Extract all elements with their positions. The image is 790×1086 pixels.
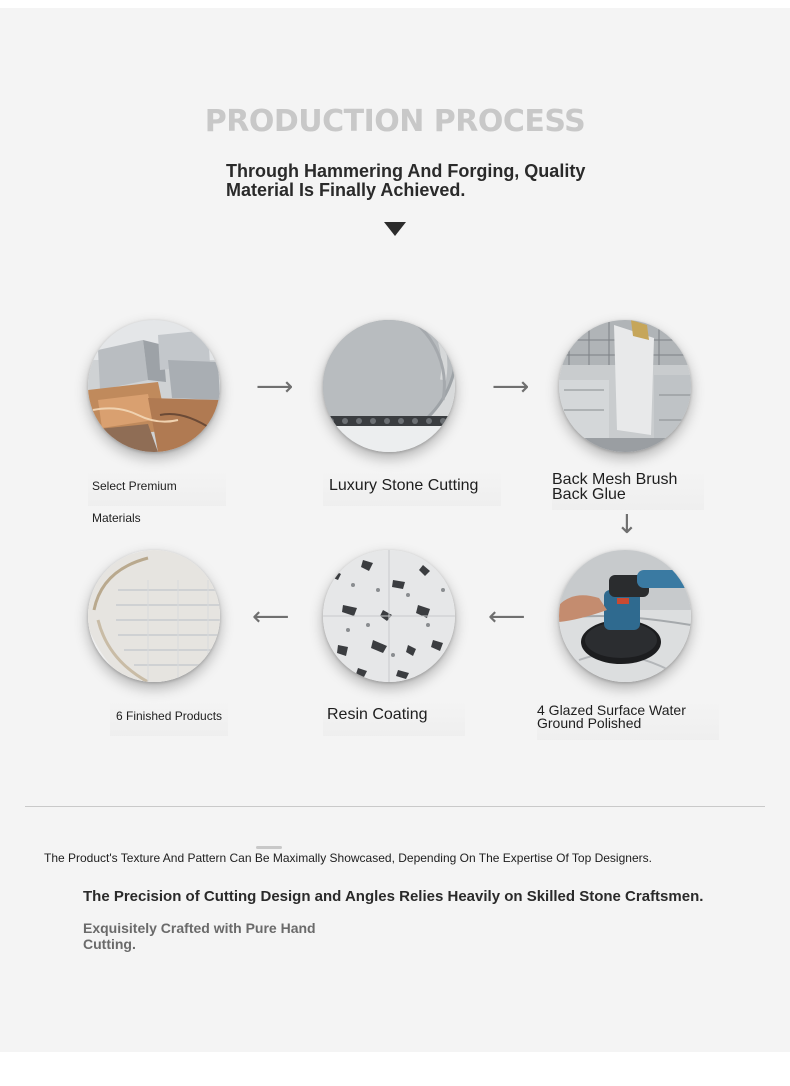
saw-blade-image	[323, 320, 455, 452]
speckled-marble-image	[323, 550, 455, 682]
arrow-left-icon: ⟵	[488, 602, 526, 632]
step-label-stone-cutting: Luxury Stone Cutting	[323, 470, 501, 506]
step-label-finished-products: 6 Finished Products	[110, 700, 228, 736]
down-triangle-icon	[384, 222, 406, 236]
stone-slabs-image	[559, 320, 691, 452]
arrow-right-icon: ⟶	[492, 372, 530, 402]
arrow-right-icon: ⟶	[256, 372, 294, 402]
arrow-left-icon: ⟵	[252, 602, 290, 632]
arrow-down-icon: ↓	[616, 510, 638, 540]
footer-line-hand-cutting: Exquisitely Crafted with Pure Hand Cutting.	[83, 920, 316, 952]
angle-grinder-image	[559, 550, 691, 682]
section-subtitle: Through Hammering And Forging, Quality Material Is Finally Achieved.	[226, 161, 586, 200]
step-label-polished: 4 Glazed Surface Water Ground Polished	[537, 700, 719, 740]
section-divider	[25, 806, 765, 807]
step-label-select-materials: Select Premium Materials	[88, 470, 226, 506]
marble-blocks-image	[88, 320, 220, 452]
footer-line-craftsmen: The Precision of Cutting Design and Angles Relies Heavily on Skilled Stone Craftsmen.	[83, 888, 704, 905]
step-label-back-mesh: Back Mesh Brush Back Glue	[552, 470, 704, 510]
finished-slab-image	[88, 550, 220, 682]
step-label-resin-coating: Resin Coating	[323, 700, 465, 736]
footer-line-designers: The Product's Texture And Pattern Can Be Maximally Showcased, Depending On The Expertise Of Top Designers.	[44, 851, 652, 865]
section-title: PRODUCTION PROCESS	[204, 104, 586, 139]
